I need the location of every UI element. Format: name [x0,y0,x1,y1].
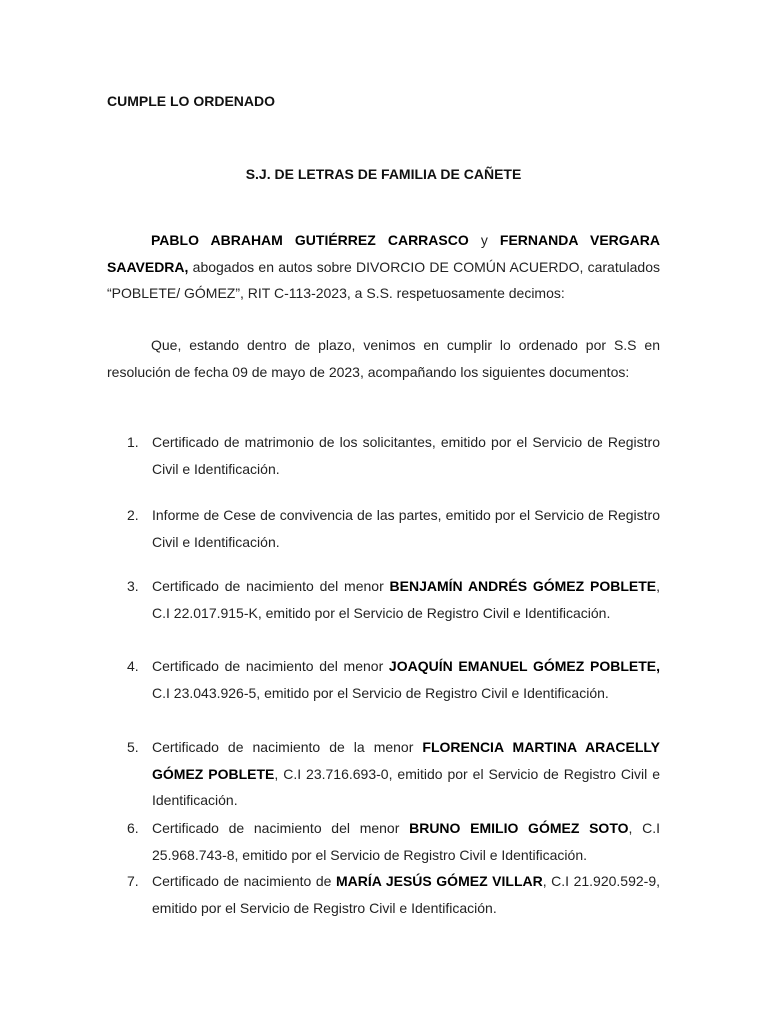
list-item [107,429,660,482]
item-name: MARÍA JESÚS GÓMEZ VILLAR [335,873,543,889]
item-text-pre: Certificado de nacimiento de [152,873,336,889]
list-item [107,653,660,706]
item-number: 5. [127,739,139,755]
court-heading: S.J. DE LETRAS DE FAMILIA DE CAÑETE [245,166,522,182]
document-title: CUMPLE LO ORDENADO [107,93,275,109]
lawyer-name-1: PABLO ABRAHAM GUTIÉRREZ CARRASCO [151,232,469,248]
item-text [152,573,660,626]
item-number: 7. [127,873,139,889]
list-item [107,815,660,868]
item-text-post: , C.I 23.716.693-0, emitido por el Servicio de Registro Civil e Identificación. [152,765,660,808]
item-text [152,653,660,706]
item-name: BRUNO EMILIO GÓMEZ SOTO [409,820,629,836]
list-item [107,868,660,921]
item-text-post: C.I 23.043.926-5, emitido por el Servicio de Registro Civil e Identificación. [152,684,609,701]
compliance-paragraph: Que, estando dentro de plazo, venimos en cumplir lo ordenado por S.S en resolución de fecha 09 de mayo de 2023, acompañando los siguientes documentos: [107,337,660,380]
list-item [107,734,660,814]
item-name: JOAQUÍN EMANUEL GÓMEZ POBLETE, [388,658,660,674]
item-text [152,734,660,814]
conjunction: y [468,232,500,248]
item-text [152,502,660,555]
item-number: 1. [127,434,139,450]
item-number: 3. [127,578,139,594]
list-item [107,502,660,555]
item-name: FLORENCIA MARTINA ARACELLY GÓMEZ POBLETE [152,739,660,782]
item-text-pre: Certificado de matrimonio de los solicitantes, emitido por el Servicio de Registro Civil e Identificación. [152,434,660,477]
item-text [152,815,660,868]
item-number: 2. [127,507,139,523]
lawyer-name-2: FERNANDA VERGARA SAAVEDRA, [107,232,660,275]
item-text-pre: Certificado de nacimiento del menor [152,658,389,674]
item-text-pre: Certificado de nacimiento del menor [152,820,410,836]
item-text [152,429,660,482]
item-text-post: , C.I 25.968.743-8, emitido por el Servicio de Registro Civil e Identificación. [152,820,661,863]
intro-rest: abogados en autos sobre DIVORCIO DE COMÚN ACUERDO, caratulados “POBLETE/ GÓMEZ”, RIT C-113-2023, a S.S. respetuosamente decimos: [107,258,660,301]
item-text-post: , C.I 21.920.592-9, emitido por el Servicio de Registro Civil e Identificación. [152,873,661,916]
item-text-pre: Certificado de nacimiento de la menor [152,739,423,755]
intro-paragraph [107,227,660,307]
item-name: BENJAMÍN ANDRÉS GÓMEZ POBLETE [389,578,657,594]
list-item [107,573,660,626]
item-text-pre: Informe de Cese de convivencia de las partes, emitido por el Servicio de Registro Civil e Identificación. [152,507,660,550]
item-text [152,868,660,921]
item-text-pre: Certificado de nacimiento del menor [152,578,390,594]
item-number: 4. [127,658,139,674]
item-number: 6. [127,820,139,836]
item-text-post: , C.I 22.017.915-K, emitido por el Servicio de Registro Civil e Identificación. [152,578,660,621]
